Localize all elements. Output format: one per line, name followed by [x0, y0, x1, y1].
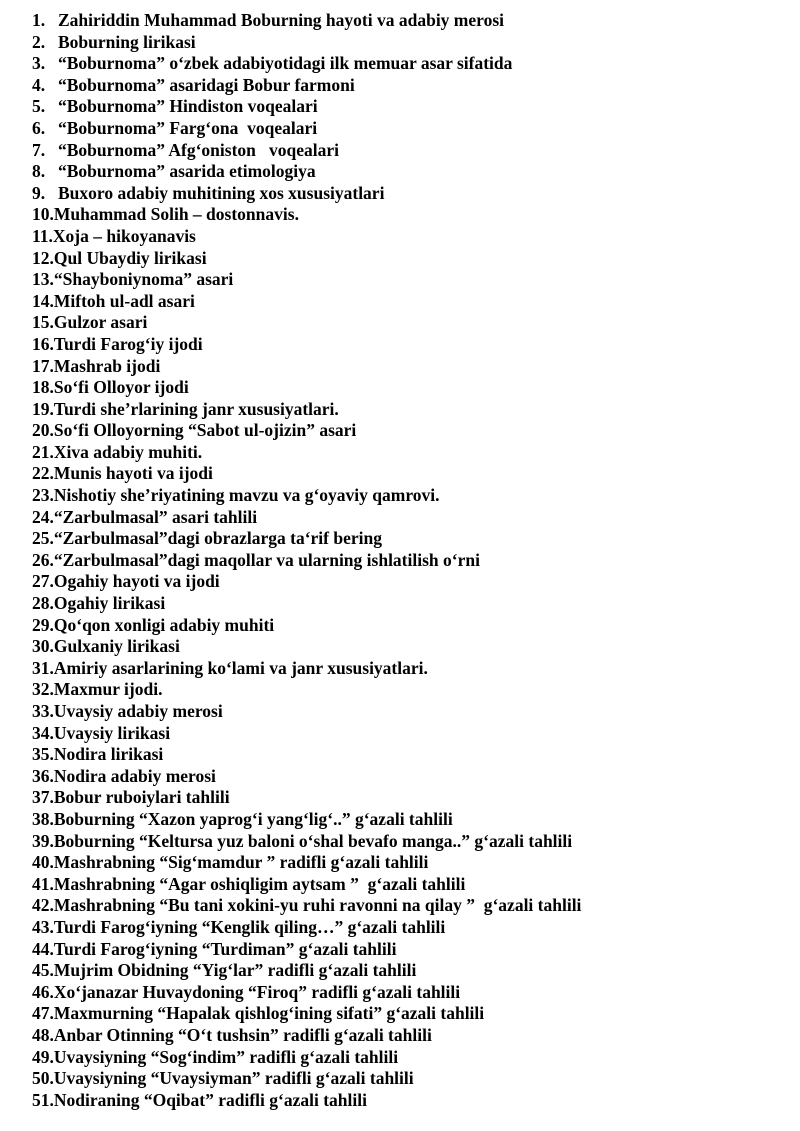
topic-text: Ogahiy hayoti va ijodi [53, 571, 220, 592]
topic-number: 16. [32, 333, 54, 354]
topic-item [32, 420, 772, 442]
topic-number: 29. [32, 614, 54, 635]
topic-text: Qul Ubaydiy lirikasi [53, 247, 207, 268]
topic-number: 31. [32, 657, 54, 678]
topic-item [32, 982, 772, 1004]
topic-number: 33. [32, 701, 54, 721]
topic-text: Boburning “Keltursa yuz baloni o‘shal bevafo manga..” g‘azali tahlili [53, 830, 573, 851]
topic-item [32, 917, 772, 939]
topic-number: 46. [32, 981, 54, 1002]
topic-number: 12. [32, 247, 54, 268]
topic-number: 35. [32, 744, 54, 765]
topic-item [32, 161, 772, 183]
topic-text: Maxmur ijodi. [53, 679, 163, 700]
topic-item [32, 183, 772, 205]
topic-number: 47. [32, 1003, 54, 1024]
topic-item [32, 1003, 772, 1025]
topic-text: Buxoro adabiy muhitining xos xususiyatlari [58, 182, 385, 203]
topic-item [32, 831, 772, 853]
topic-number: 4. [32, 74, 46, 95]
topic-item [32, 312, 772, 334]
topic-item [32, 744, 772, 766]
topic-item [32, 593, 772, 615]
topic-number: 26. [32, 549, 54, 570]
topic-text: Mashrabning “Bu tani xokini-yu ruhi ravonni na qilay ” g‘azali tahlili [53, 895, 582, 916]
topic-number: 13. [32, 269, 54, 290]
topic-text: Ogahiy lirikasi [53, 593, 166, 614]
topic-text: Boburning “Xazon yaprog‘i yang‘lig‘..” g‘azali tahlili [53, 808, 453, 829]
topic-text: Bobur ruboiylari tahlili [53, 787, 230, 808]
topic-text: Uvaysiy adabiy merosi [53, 701, 223, 721]
topic-text: Uvaysiyning “Uvaysiyman” radifli g‘azali tahlili [53, 1068, 414, 1089]
topic-item [32, 248, 772, 270]
topic-number: 39. [32, 830, 54, 851]
topic-item [32, 787, 772, 809]
topic-number: 6. [32, 117, 46, 138]
topic-number: 49. [32, 1046, 54, 1067]
topic-text: Gulxaniy lirikasi [53, 636, 180, 657]
topic-number: 27. [32, 571, 54, 592]
topic-number: 30. [32, 636, 54, 657]
topic-item [32, 809, 772, 831]
topic-item [32, 658, 772, 680]
topic-number: 43. [32, 916, 54, 937]
topic-number: 37. [32, 787, 54, 808]
topic-number: 48. [32, 1024, 54, 1045]
topic-item [32, 1090, 772, 1112]
topic-number: 19. [32, 398, 54, 419]
topic-item [32, 140, 772, 162]
topic-number: 50. [32, 1068, 54, 1089]
topic-number: 36. [32, 765, 54, 786]
topic-item [32, 852, 772, 874]
topic-item [32, 291, 772, 313]
topic-text: “Zarbulmasal”dagi obrazlarga ta‘rif bering [53, 528, 382, 549]
topic-item [32, 75, 772, 97]
topic-item [32, 528, 772, 550]
topic-number: 41. [32, 873, 54, 894]
topic-text: So‘fi Olloyorning “Sabot ul-ojizin” asari [53, 420, 357, 441]
topic-number: 14. [32, 290, 54, 311]
topic-number: 34. [32, 722, 54, 743]
topic-number: 21. [32, 441, 54, 462]
topic-number: 42. [32, 895, 54, 916]
topic-item [32, 679, 772, 701]
topic-number: 1. [32, 10, 46, 30]
topic-item [32, 485, 772, 507]
topic-item [32, 636, 772, 658]
topic-item [32, 895, 772, 917]
topic-number: 5. [32, 96, 46, 117]
topic-number: 11. [32, 225, 53, 246]
topic-item [32, 442, 772, 464]
topic-text: “Boburnoma” Farg‘ona voqealari [58, 117, 318, 138]
topic-text: Xo‘janazar Huvaydoning “Firoq” radifli g‘azali tahlili [53, 981, 461, 1002]
topic-item [32, 118, 772, 140]
topic-text: So‘fi Olloyor ijodi [53, 377, 189, 398]
topic-item [32, 571, 772, 593]
topic-text: “Boburnoma” asaridagi Bobur farmoni [58, 74, 355, 95]
topic-item [32, 269, 772, 291]
topic-item [32, 1025, 772, 1047]
topic-number: 18. [32, 377, 54, 398]
topic-number: 22. [32, 463, 54, 484]
topic-text: Mashrab ijodi [53, 355, 161, 376]
topic-text: Miftoh ul-adl asari [53, 290, 195, 311]
topic-item [32, 377, 772, 399]
topic-text: Xiva adabiy muhiti. [53, 441, 203, 462]
topic-text: Uvaysiyning “Sog‘indim” radifli g‘azali tahlili [53, 1046, 399, 1067]
topic-number: 17. [32, 355, 54, 376]
topic-text: Qo‘qon xonligi adabiy muhiti [53, 614, 275, 635]
topic-text: Gulzor asari [53, 312, 148, 333]
topic-text: Uvaysiy lirikasi [53, 722, 171, 743]
topic-item [32, 399, 772, 421]
topic-item [32, 1047, 772, 1069]
topic-number: 51. [32, 1089, 54, 1110]
topic-item [32, 723, 772, 745]
topic-item [32, 507, 772, 529]
topic-text: Mashrabning “Sig‘mamdur ” radifli g‘azali tahlili [53, 852, 429, 873]
topic-text: “Boburnoma” asarida etimologiya [58, 161, 316, 182]
topic-item [32, 53, 772, 75]
topic-item [32, 463, 772, 485]
topic-item [32, 32, 772, 54]
topic-text: “Boburnoma” o‘zbek adabiyotidagi ilk memuar asar sifatida [58, 53, 513, 74]
topic-item [32, 874, 772, 896]
topic-item [32, 1068, 772, 1090]
topic-text: Zahiriddin Muhammad Boburning hayoti va adabiy merosi [58, 10, 505, 30]
topic-text: Anbar Otinning “O‘t tushsin” radifli g‘azali tahlili [53, 1024, 432, 1045]
topic-number: 23. [32, 485, 54, 506]
topic-number: 3. [32, 53, 46, 74]
topic-text: Mashrabning “Agar oshiqligim aytsam ” g‘azali tahlili [53, 873, 466, 894]
topic-number: 44. [32, 938, 54, 959]
topic-text: Nishotiy she’riyatining mavzu va g‘oyaviy qamrovi. [53, 485, 440, 506]
topic-number: 24. [32, 506, 54, 527]
topic-number: 7. [32, 139, 46, 160]
topic-text: Turdi Farog‘iy ijodi [53, 333, 203, 354]
topic-item [32, 204, 772, 226]
topic-item [32, 550, 772, 572]
topic-text: Munis hayoti va ijodi [53, 463, 213, 484]
topic-text: Boburning lirikasi [58, 31, 196, 52]
topic-text: Nodiraning “Oqibat” radifli g‘azali tahlili [53, 1089, 367, 1110]
topic-item [32, 939, 772, 961]
topic-text: “Zarbulmasal” asari tahlili [53, 506, 258, 527]
topic-item [32, 356, 772, 378]
topic-text: Mujrim Obidning “Yig‘lar” radifli g‘azali tahlili [53, 960, 417, 981]
topic-text: Turdi Farog‘iyning “Turdiman” g‘azali tahlili [53, 938, 397, 959]
topic-number: 20. [32, 420, 54, 441]
topic-item [32, 766, 772, 788]
topic-item [32, 615, 772, 637]
topic-text: Turdi she’rlarining janr xususiyatlari. [53, 398, 339, 419]
topic-text: “Boburnoma” Hindiston voqealari [58, 96, 318, 117]
topic-text: “Zarbulmasal”dagi maqollar va ularning ishlatilish o‘rni [53, 549, 480, 570]
topic-number: 15. [32, 312, 54, 333]
topic-number: 2. [32, 31, 46, 52]
topic-list [32, 10, 772, 1111]
topic-item [32, 960, 772, 982]
topic-text: Amiriy asarlarining ko‘lami va janr xususiyatlari. [53, 657, 428, 678]
topic-number: 10. [32, 204, 54, 225]
topic-text: Maxmurning “Hapalak qishlog‘ining sifati” g‘azali tahlili [53, 1003, 485, 1024]
topic-item [32, 226, 772, 248]
topic-item [32, 701, 772, 723]
topic-item [32, 96, 772, 118]
topic-text: Nodira adabiy merosi [53, 765, 216, 786]
topic-number: 25. [32, 528, 54, 549]
topic-number: 8. [32, 161, 46, 182]
topic-text: Turdi Farog‘iyning “Kenglik qiling…” g‘azali tahlili [53, 916, 446, 937]
topic-text: Muhammad Solih – dostonnavis. [53, 204, 299, 225]
topic-text: Nodira lirikasi [53, 744, 164, 765]
topic-text: “Shayboniynoma” asari [53, 269, 234, 290]
topic-number: 32. [32, 679, 54, 700]
topic-number: 45. [32, 960, 54, 981]
topic-item [32, 334, 772, 356]
topic-number: 28. [32, 593, 54, 614]
topic-number: 40. [32, 852, 54, 873]
topic-item [32, 10, 772, 32]
topic-text: “Boburnoma” Afg‘oniston voqealari [58, 139, 339, 160]
topic-number: 38. [32, 808, 54, 829]
topic-number: 9. [32, 182, 46, 203]
topic-text: Xoja – hikoyanavis [52, 225, 196, 246]
